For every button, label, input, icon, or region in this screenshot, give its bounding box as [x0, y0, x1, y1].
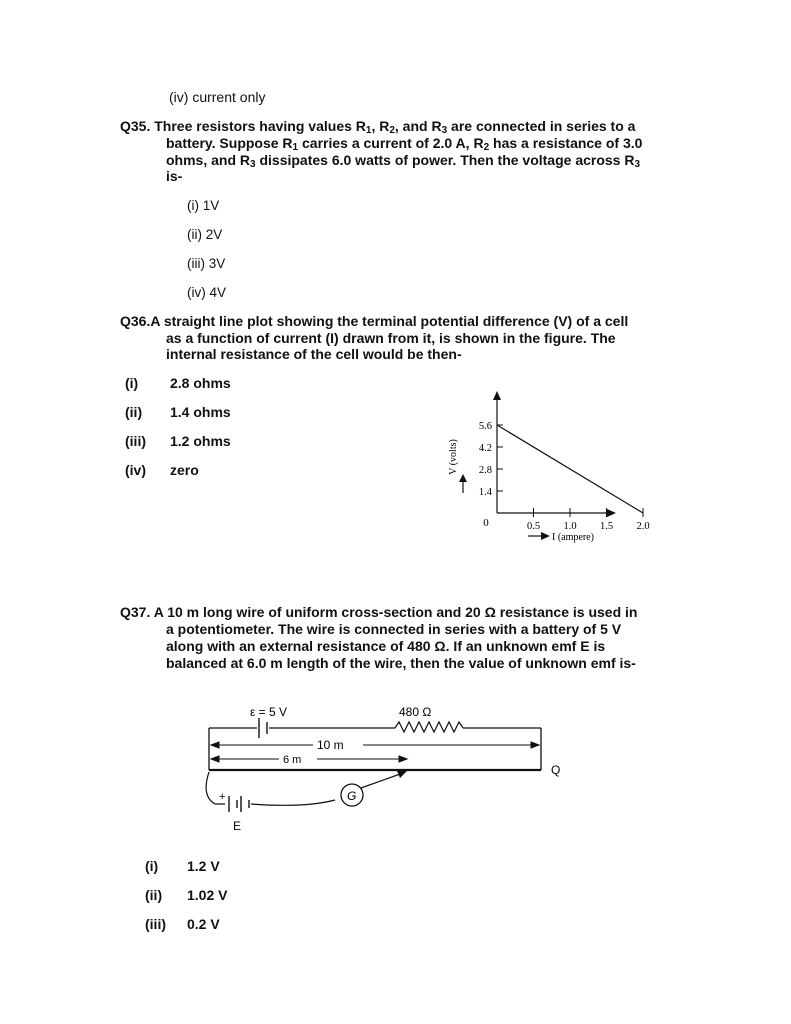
- q35-option-1: (i) 1V: [187, 198, 220, 213]
- wire-length-label: 10 m: [317, 738, 344, 752]
- q37-option-3-text: 0.2 V: [187, 916, 220, 932]
- vi-data-line: [497, 425, 643, 513]
- cell-e-symbol: [229, 796, 249, 812]
- q36-line1: Q36.A straight line plot showing the terminal potential difference (V) of a cell: [120, 313, 629, 329]
- sub: 1: [292, 142, 299, 153]
- cell-label-e: E: [233, 819, 242, 833]
- sub: 2: [483, 142, 490, 153]
- sub: 3: [441, 125, 448, 136]
- q37-option-2-text: 1.02 V: [187, 887, 228, 903]
- q37-option-2-num: (ii): [145, 887, 163, 903]
- q36-option-2-text: 1.4 ohms: [170, 404, 231, 420]
- x-tick-label: 0.5: [526, 521, 541, 532]
- x-tick-label: 1.0: [563, 521, 577, 532]
- x-axis-arrow: [607, 509, 616, 517]
- q37-line3: along with an external resistance of 480 Ω. If an unknown emf E is: [166, 638, 606, 654]
- q36-line3: internal resistance of the cell would be then-: [166, 346, 462, 362]
- q35-line2: [166, 135, 642, 152]
- x-label-arrow-head: [541, 532, 550, 540]
- q36-option-3-text: 1.2 ohms: [170, 433, 231, 449]
- y-axis-label: V (volts): [448, 439, 459, 475]
- q35-text: carries a current of 2.0 A, R: [298, 135, 484, 151]
- balance-length-label: 6 m: [283, 754, 302, 766]
- x-tick-label: 2.0: [636, 521, 650, 532]
- q35-text: battery. Suppose R: [166, 135, 293, 151]
- cell-plus-sign: +: [219, 791, 226, 803]
- q37-line4: balanced at 6.0 m length of the wire, then the value of unknown emf is-: [166, 655, 636, 671]
- q35-line4: is-: [166, 168, 183, 184]
- resistor-label: 480 Ω: [399, 705, 432, 719]
- y-tick-label: 5.6: [478, 421, 492, 432]
- end-label-q: Q: [551, 763, 561, 777]
- x-axis-label: I (ampere): [552, 532, 594, 543]
- vi-graph-axes: [493, 391, 616, 517]
- sub: 2: [389, 125, 395, 136]
- sub: 3: [634, 159, 641, 170]
- potentiometer-circuit: [195, 700, 585, 845]
- y-tick-label: 1.4: [478, 487, 492, 498]
- jockey-wire: [361, 773, 403, 788]
- q35-text: has a resistance of 3.0: [489, 135, 643, 151]
- q36-option-4-num: (iv): [125, 462, 146, 478]
- x-ticks: [527, 508, 650, 532]
- q37-option-3-num: (iii): [145, 916, 166, 932]
- vi-graph: [440, 385, 650, 560]
- y-axis-arrow: [493, 391, 501, 400]
- origin-label: 0: [483, 517, 489, 529]
- sub: 1: [365, 125, 372, 136]
- q36-option-2-num: (ii): [125, 404, 143, 420]
- q35-number: Q35.: [120, 118, 151, 134]
- galvanometer-label: G: [347, 789, 357, 803]
- y-label-arrow-head: [459, 474, 467, 482]
- q35-text: dissipates 6.0 watts of power. Then the voltage across R: [255, 152, 635, 168]
- q37-line2: a potentiometer. The wire is connected in series with a battery of 5 V: [166, 621, 622, 637]
- q35-text: , R: [371, 118, 390, 134]
- sub: 3: [250, 159, 256, 170]
- q36-option-3-num: (iii): [125, 433, 146, 449]
- dimension-10m: [211, 742, 539, 748]
- jockey-arrow: [397, 771, 407, 778]
- q35-line1: [120, 118, 635, 135]
- dimension-6m: [211, 756, 407, 762]
- q35-text: ohms, and R: [166, 152, 251, 168]
- y-tick-label: 4.2: [478, 443, 492, 454]
- q36-option-1-text: 2.8 ohms: [170, 375, 231, 391]
- q36-option-1-num: (i): [125, 375, 139, 391]
- x-tick-label: 1.5: [599, 521, 614, 532]
- q35-option-3: (iii) 3V: [187, 256, 226, 271]
- q37-line1: Q37. A 10 m long wire of uniform cross-section and 20 Ω resistance is used in: [120, 604, 638, 620]
- q37-option-1-text: 1.2 V: [187, 858, 220, 874]
- y-ticks: [479, 421, 503, 498]
- q37-option-1-num: (i): [145, 858, 159, 874]
- resistor-symbol: [395, 722, 463, 732]
- battery-label: ε = 5 V: [250, 705, 288, 719]
- q36-line2: as a function of current (I) drawn from it, is shown in the figure. The: [166, 330, 616, 346]
- q35-text: , and R: [394, 118, 442, 134]
- battery-symbol: [259, 718, 267, 738]
- q35-text: are connected in series to a: [447, 118, 636, 134]
- prev-option-iv: (iv) current only: [169, 89, 266, 105]
- q35-option-2: (ii) 2V: [187, 227, 223, 242]
- q36-option-4-text: zero: [170, 462, 199, 478]
- q35-text: Three resistors having values R: [154, 118, 366, 134]
- q35-line3: [166, 152, 640, 169]
- y-tick-label: 2.8: [478, 465, 492, 476]
- q35-option-4: (iv) 4V: [187, 285, 227, 300]
